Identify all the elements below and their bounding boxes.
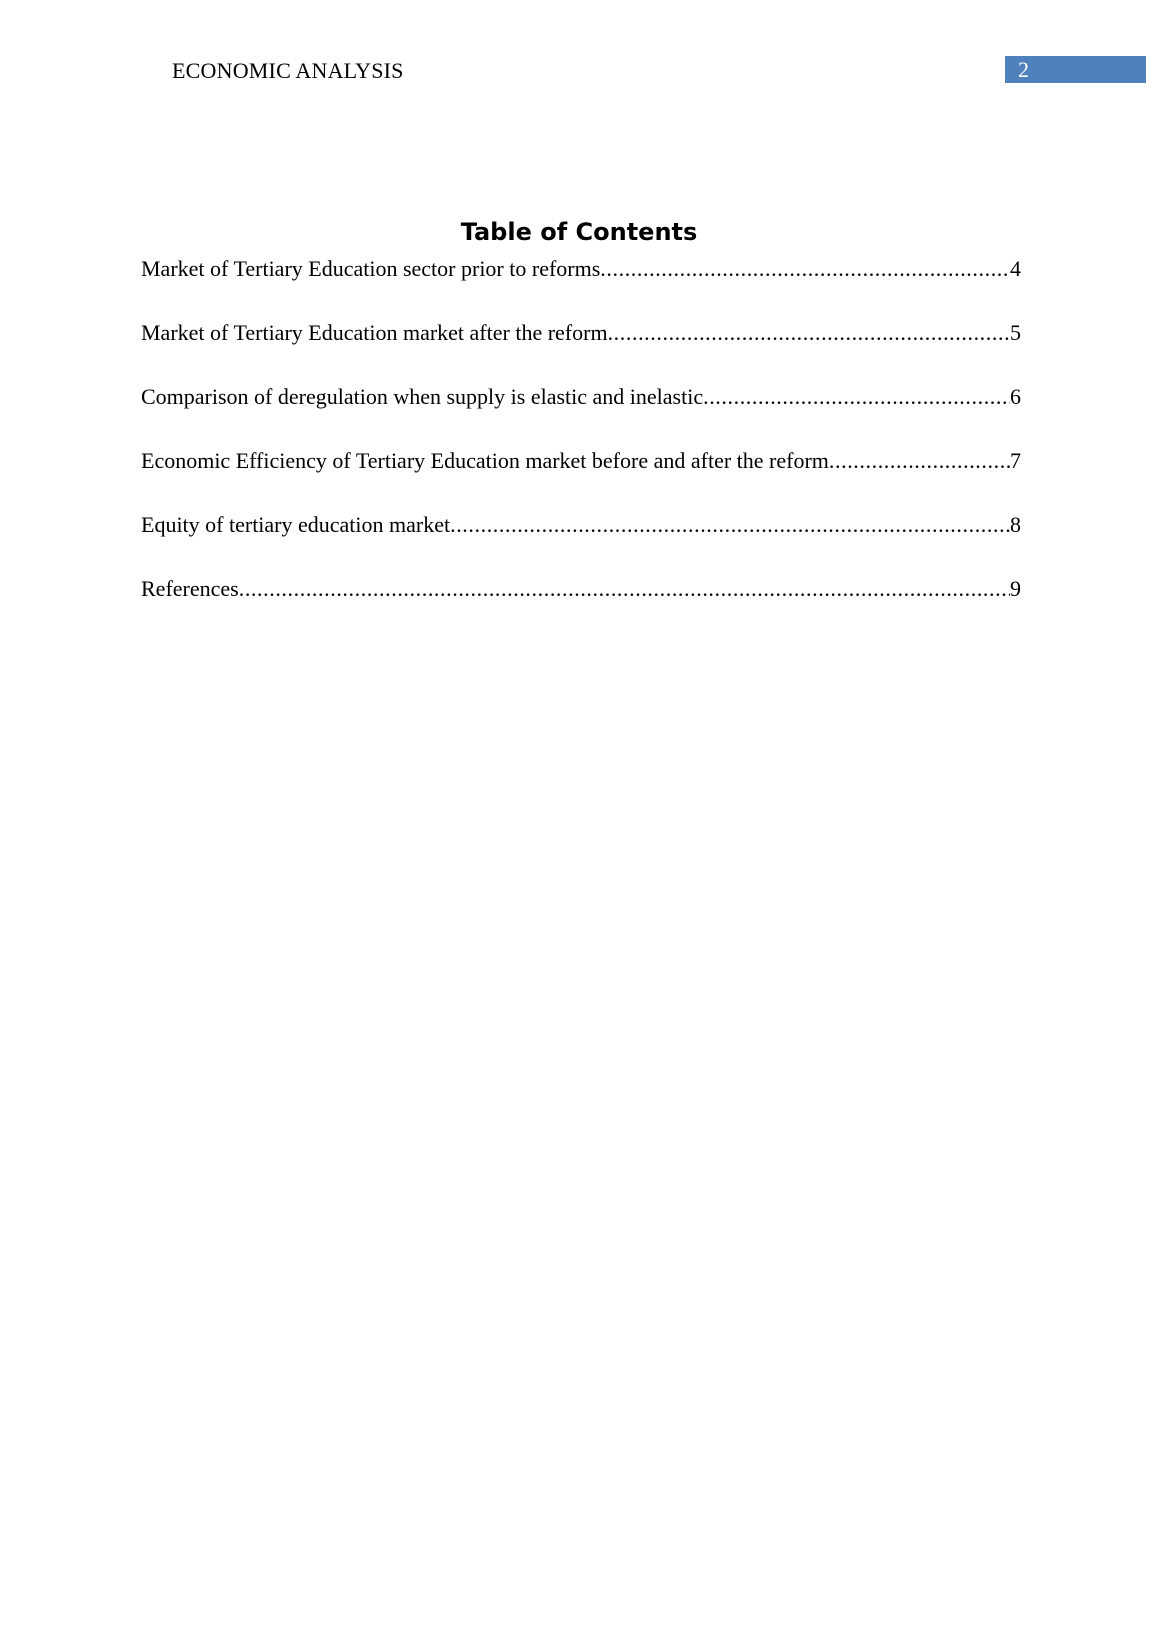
page-number: 2 <box>1018 57 1029 82</box>
toc-entry-label[interactable]: References <box>141 576 239 601</box>
toc-entry[interactable] <box>141 511 1021 575</box>
toc-entry-page[interactable]: 5 <box>1010 320 1021 345</box>
toc-entry-page[interactable]: 4 <box>1010 256 1021 281</box>
toc-entry-label[interactable]: Market of Tertiary Education market after the reform <box>141 320 608 345</box>
page-number-badge <box>1005 56 1146 83</box>
toc-entry[interactable] <box>141 575 1021 639</box>
toc-dot-leader <box>450 511 1010 539</box>
toc-dot-leader <box>608 319 1010 347</box>
toc-entry-label[interactable]: Economic Efficiency of Tertiary Education market before and after the reform <box>141 448 829 473</box>
toc-dot-leader <box>239 575 1010 603</box>
toc-entry[interactable] <box>141 447 1021 511</box>
toc-entry[interactable] <box>141 319 1021 383</box>
toc-dot-leader <box>703 383 1010 411</box>
toc-entry-page[interactable]: 7 <box>1010 448 1021 473</box>
toc-entry-page[interactable]: 9 <box>1010 576 1021 601</box>
table-of-contents <box>141 255 1021 639</box>
toc-entry[interactable] <box>141 255 1021 319</box>
toc-entry-label[interactable]: Equity of tertiary education market <box>141 512 451 537</box>
toc-heading: Table of Contents <box>460 218 698 246</box>
toc-dot-leader <box>600 255 1010 283</box>
toc-entry-page[interactable]: 6 <box>1010 384 1021 409</box>
toc-dot-leader <box>829 447 1010 475</box>
toc-entry[interactable] <box>141 383 1021 447</box>
toc-entry-label[interactable]: Market of Tertiary Education sector prior to reforms <box>141 256 601 281</box>
toc-entry-page[interactable]: 8 <box>1010 512 1021 537</box>
running-header-title: ECONOMIC ANALYSIS <box>172 58 404 83</box>
toc-entry-label[interactable]: Comparison of deregulation when supply is elastic and inelastic <box>141 384 704 409</box>
